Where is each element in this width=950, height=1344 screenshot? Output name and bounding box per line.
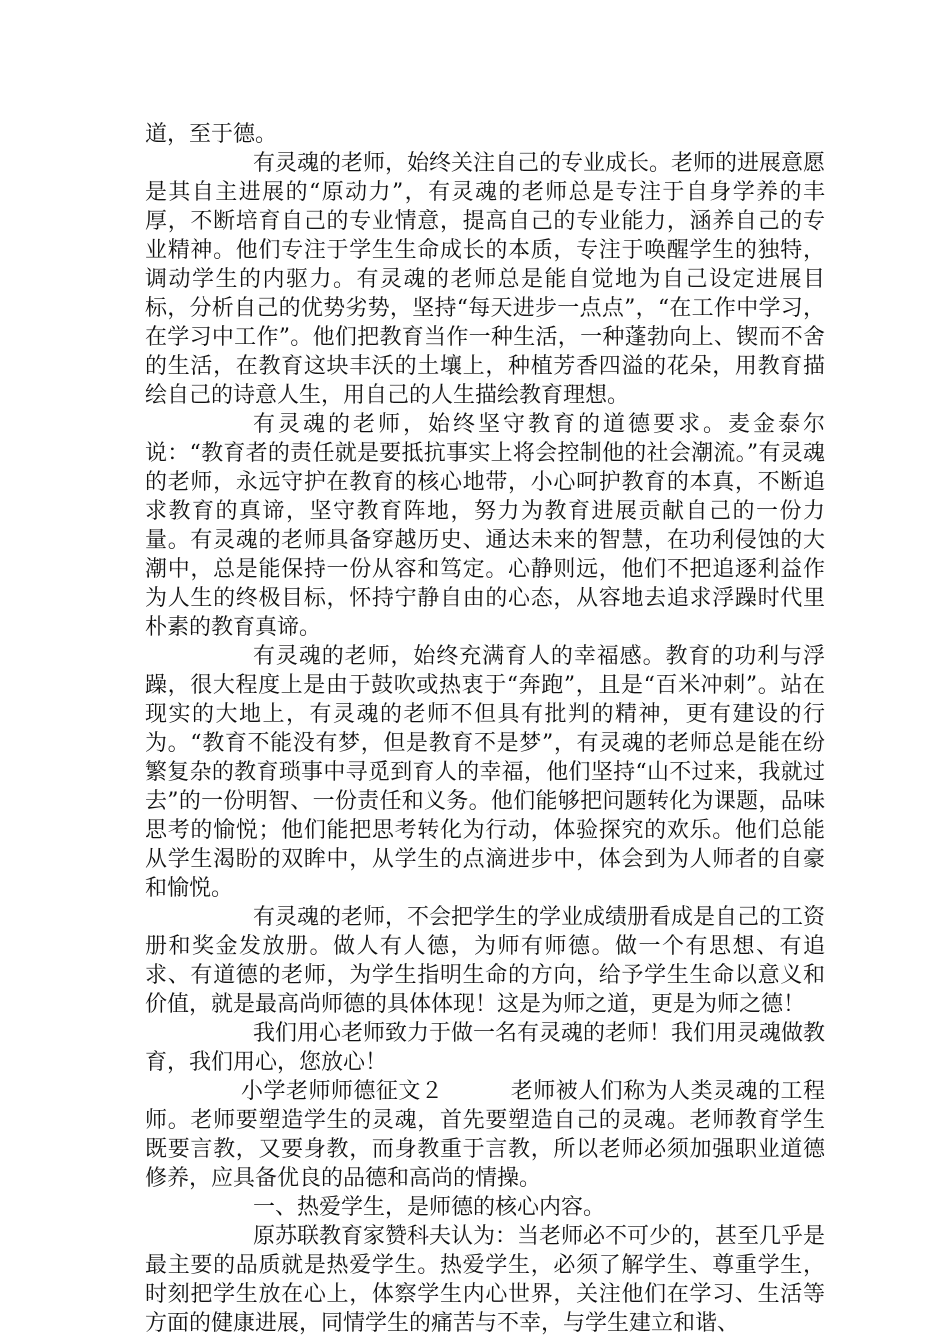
- paragraph: 有灵魂的老师，始终充满育人的幸福感。教育的功利与浮躁，很大程度上是由于鼓吹或热衷于“奔跑”，且是“百米冲刺”。站在现实的大地上，有灵魂的老师不但具有批判的精神，更有建设的行为。“教育不能没有梦，但是教育不是梦”，有灵魂的老师总是能在纷繁复杂的教育琐事中寻觅到育人的幸福，他们坚持“山不过来，我就过去”的一份明智、一份责任和义务。他们能够把问题转化为课题，品味思考的愉悦；他们能把思考转化为行动，体验探究的欢乐。他们总能从学生渴盼的双眸中，从学生的点滴进步中，体会到为人师者的自豪和愉悦。: [145, 644, 825, 901]
- paragraph: 道，至于德。: [145, 122, 278, 147]
- paragraph: 有灵魂的老师，始终关注自己的专业成长。老师的进展意愿是其自主进展的“原动力”，有灵魂的老师总是专注于自身学养的丰厚，不断培育自己的专业情意，提高自己的专业能力，涵养自己的专业精神。他们专注于学生生命成长的本质，专注于唤醒学生的独特，调动学生的内驱力。有灵魂的老师总是能自觉地为自己设定进展目标，分析自己的优势劣势，坚持“每天进步一点点”，“在工作中学习，在学习中工作”。他们把教育当作一种生活，一种蓬勃向上、锲而不舍的生活，在教育这块丰沃的土壤上，种植芳香四溢的花朵，用教育描绘自己的诗意人生，用自己的人生描绘教育理想。: [145, 151, 826, 408]
- paragraph: 我们用心老师致力于做一名有灵魂的老师！我们用灵魂做教育，我们用心，您放心！: [145, 1021, 826, 1075]
- paragraph: 原苏联教育家赞科夫认为：当老师必不可少的，甚至几乎是最主要的品质就是热爱学生。热爱学生，必须了解学生、尊重学生，时刻把学生放在心上，体察学生内心世界，关注他们在学习、生活等方面的健康进展，同情学生的痛苦与不幸，与学生建立和谐、: [145, 1224, 826, 1336]
- paragraph: 有灵魂的老师，不会把学生的学业成绩册看成是自己的工资册和奖金发放册。做人有人德，为师有师德。做一个有思想、有追求、有道德的老师，为学生指明生命的方向，给予学生生命以意义和价值，就是最高尚师德的具体体现！这是为师之道，更是为师之德！: [145, 905, 826, 1017]
- paragraph: 有灵魂的老师，始终坚守教育的道德要求。麦金泰尔说：“教育者的责任就是要抵抗事实上将会控制他的社会潮流。”有灵魂的老师，永远守护在教育的核心地带，小心呵护教育的本真，不断追求教育的真谛，坚守教育阵地，努力为教育进展贡献自己的一份力量。有灵魂的老师具备穿越历史、通达未来的智慧，在功利侵蚀的大潮中，总是能保持一份从容和笃定。心静则远，他们不把追逐利益作为人生的终极目标，怀持宁静自由的心态，从容地去追求浮躁时代里朴素的教育真谛。: [145, 412, 825, 640]
- section-heading: 一、热爱学生，是师德的核心内容。: [253, 1195, 606, 1220]
- document-body: [145, 120, 825, 1338]
- section-title-paragraph: 小学老师师德征文２ 老师被人们称为人类灵魂的工程师。老师要塑造学生的灵魂，首先要塑造自己的灵魂。老师教育学生既要言教，又要身教，而身教重于言教，所以老师必须加强职业道德修养，应具备优良的品德和高尚的情操。: [145, 1079, 825, 1191]
